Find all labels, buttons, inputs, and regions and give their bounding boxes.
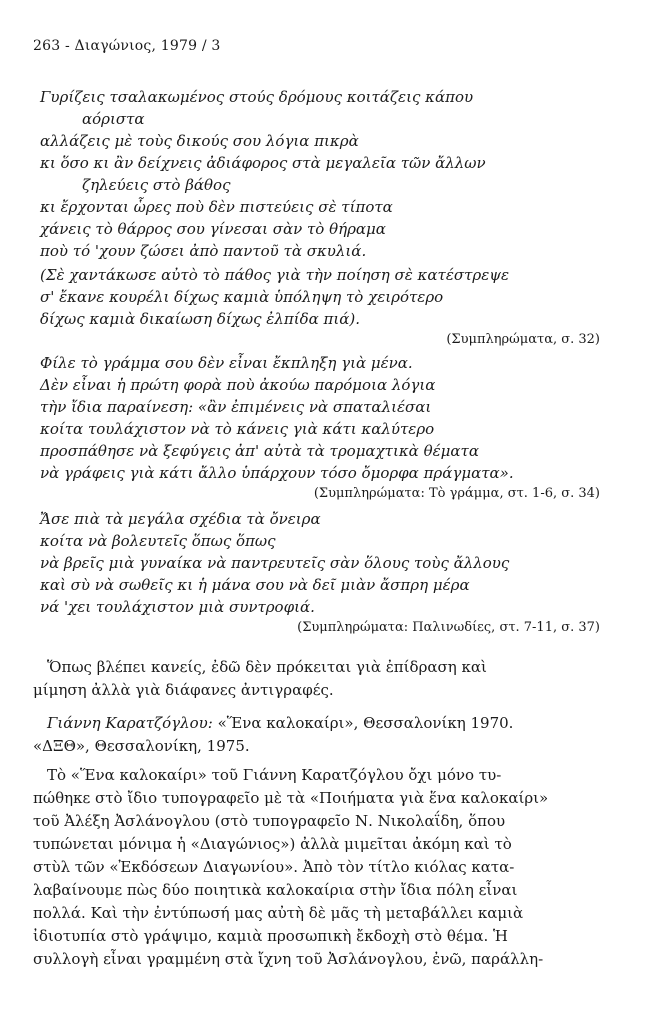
prose-line: πολλά. Καὶ τὴν ἐντύπωσή μας αὐτὴ δὲ μᾶς τὴ μεταβάλλει καμιὰ (33, 904, 524, 922)
poem-line: αλλάζεις μὲ τοὺς δικούς σου λόγια πικρὰ (40, 132, 359, 150)
poem-line: αόριστα (82, 110, 145, 128)
prose-line: συλλογὴ εἶναι γραμμένη στὰ ἴχνη τοῦ Ἀσλάνογλου, ἐνῶ, παράλλη- (33, 950, 544, 968)
source-citation: (Συμπληρώματα, σ. 32) (446, 332, 600, 347)
poem-line: τὴν ἴδια παραίνεση: «ἂν ἐπιμένεις νὰ σπαταλιέσαι (40, 398, 432, 416)
poem-excerpt-2 (40, 264, 600, 350)
prose-line: Τὸ «Ἕνα καλοκαίρι» τοῦ Γιάννη Καρατζόγλου ὄχι μόνο τυ- (47, 766, 502, 784)
poem-line: κοίτα νὰ βολευτεῖς ὅπως ὅπως (40, 532, 276, 550)
source-citation: (Συμπληρώματα: Τὸ γράμμα, στ. 1-6, σ. 34) (313, 486, 600, 501)
poem-line: νὰ γράφεις γιὰ κάτι ἄλλο ὑπάρχουν τόσο ὄμορφα πράγματα». (40, 464, 514, 482)
prose-line: μίμηση ἀλλὰ γιὰ διάφανες ἀντιγραφές. (33, 681, 334, 699)
poem-line: κι ἔρχονται ὧρες ποὺ δὲν πιστεύεις σὲ τίποτα (40, 198, 393, 216)
review-body (33, 764, 623, 971)
prose-line: στὺλ τῶν «Ἐκδόσεων Διαγωνίου». Ἀπὸ τὸν τίτλο κιόλας κατα- (33, 858, 515, 876)
poem-line: προσπάθησε νὰ ξεφύγεις ἀπ' αὐτὰ τὰ τρομαχτικὰ θέματα (40, 442, 479, 460)
prose-line: τυπώνεται μόνιμα ἡ «Διαγώνιος») ἀλλὰ μιμεῖται ἀκόμη καὶ τὸ (33, 835, 512, 853)
poem-line: δίχως καμιὰ δικαίωση δίχως ἐλπίδα πιά). (40, 310, 360, 328)
prose-line: λαβαίνουμε πὼς δύο ποιητικὰ καλοκαίρια στὴν ἴδια πόλη εἶναι (33, 881, 518, 899)
entry-author: Γιάννη Καρατζόγλου: (47, 714, 213, 732)
poem-excerpt-3 (40, 352, 600, 504)
page-header: 263 - Διαγώνιος, 1979 / 3 (33, 38, 221, 54)
prose-line: πώθηκε στὸ ἴδιο τυπογραφεῖο μὲ τὰ «Ποιήματα γιὰ ἕνα καλοκαίρι» (33, 789, 549, 807)
poem-line: Ἄσε πιὰ τὰ μεγάλα σχέδια τὰ ὄνειρα (40, 510, 321, 528)
review-entry-heading (33, 712, 623, 758)
poem-line: (Σὲ χαντάκωσε αὐτὸ τὸ πάθος γιὰ τὴν ποίηση σὲ κατέστρεψε (40, 266, 510, 284)
prose-line: τοῦ Ἀλέξη Ἀσλάνογλου (στὸ τυπογραφεῖο Ν. Νικολαΐδη, ὅπου (33, 812, 506, 830)
prose-line: Ὅπως βλέπει κανείς, ἐδῶ δὲν πρόκειται γιὰ ἐπίδραση καὶ (47, 658, 487, 676)
poem-line: ζηλεύεις στὸ βάθος (82, 176, 231, 194)
poem-line: κι ὅσο κι ἂν δείχνεις ἀδιάφορος στὰ μεγαλεῖα τῶν ἄλλων (40, 154, 486, 172)
poem-line: νά 'χει τουλάχιστον μιὰ συντροφιά. (40, 598, 315, 616)
poem-line: Δὲν εἶναι ἡ πρώτη φορὰ ποὺ ἀκούω παρόμοια λόγια (40, 376, 436, 394)
commentary-paragraph (33, 656, 623, 702)
entry-title: «Ἕνα καλοκαίρι», Θεσσαλονίκη 1970. (212, 714, 514, 732)
poem-line: Φίλε τὸ γράμμα σου δὲν εἶναι ἔκπληξη γιὰ μένα. (40, 354, 413, 372)
poem-line: νὰ βρεῖς μιὰ γυναίκα νὰ παντρευτεῖς σὰν ὅλους τοὺς ἄλλους (40, 554, 510, 572)
poem-line: χάνεις τὸ θάρρος σου γίνεσαι σὰν τὸ θήραμα (40, 220, 386, 238)
poem-excerpt-1 (40, 86, 600, 262)
poem-line: κοίτα τουλάχιστον νὰ τὸ κάνεις γιὰ κάτι καλύτερο (40, 420, 435, 438)
poem-line: ποὺ τό 'χουν ζώσει ἀπὸ παντοῦ τὰ σκυλιά. (40, 242, 367, 260)
entry-line-2: «ΔΞΘ», Θεσσαλονίκη, 1975. (33, 737, 250, 755)
poem-excerpt-4 (40, 508, 600, 638)
entry-line-1 (33, 712, 623, 735)
poem-line: σ' ἔκανε κουρέλι δίχως καμιὰ ὑπόληψη τὸ χειρότερο (40, 288, 444, 306)
prose-line: ἰδιοτυπία στὸ γράψιμο, καμιὰ προσωπικὴ ἔκδοχὴ στὸ θέμα. Ἡ (33, 927, 508, 945)
poem-line: Γυρίζεις τσαλακωμένος στούς δρόμους κοιτάζεις κάπου (40, 88, 474, 106)
poem-line: καὶ σὺ νὰ σωθεῖς κι ἡ μάνα σου νὰ δεῖ μιὰν ἄσπρη μέρα (40, 576, 470, 594)
source-citation: (Συμπληρώματα: Παλινωδίες, στ. 7-11, σ. 37) (297, 620, 600, 635)
